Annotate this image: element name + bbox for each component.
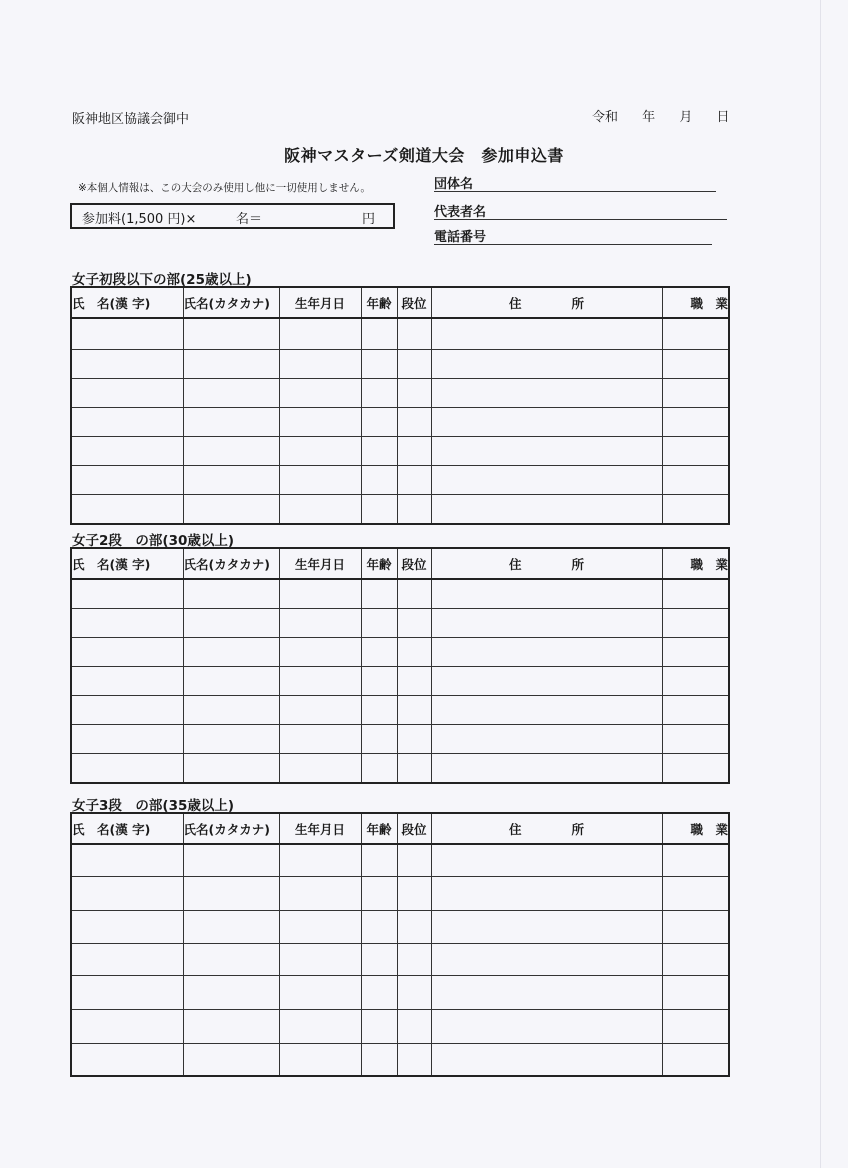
cell[interactable]: [183, 318, 279, 350]
cell[interactable]: [361, 638, 397, 667]
cell[interactable]: [361, 466, 397, 495]
cell[interactable]: [279, 437, 361, 466]
cell[interactable]: [397, 844, 431, 877]
cell[interactable]: [183, 725, 279, 754]
table-row: [71, 911, 729, 944]
cell[interactable]: [662, 1044, 729, 1077]
fee-box: [70, 203, 395, 229]
group-name-field[interactable]: [434, 173, 716, 192]
cell[interactable]: [431, 877, 662, 911]
phone-label: 電話番号: [434, 230, 487, 245]
cell[interactable]: [279, 318, 361, 350]
cell[interactable]: [183, 667, 279, 696]
col-birthdate: 生年月日: [279, 813, 361, 844]
cell[interactable]: [397, 437, 431, 466]
entry-table-sandan: [70, 812, 730, 1077]
cell[interactable]: [71, 437, 183, 466]
cell[interactable]: [662, 911, 729, 944]
cell[interactable]: [71, 877, 183, 911]
day-label: 日: [716, 110, 730, 125]
table-row: [71, 638, 729, 667]
cell[interactable]: [183, 754, 279, 784]
cell[interactable]: [279, 408, 361, 437]
cell[interactable]: [431, 437, 662, 466]
cell[interactable]: [71, 638, 183, 667]
cell[interactable]: [71, 725, 183, 754]
col-rank: 段位: [397, 548, 431, 579]
cell[interactable]: [71, 911, 183, 944]
col-age: 年齢: [361, 548, 397, 579]
cell[interactable]: [397, 579, 431, 609]
table-row: [71, 696, 729, 725]
cell[interactable]: [662, 466, 729, 495]
cell[interactable]: [361, 667, 397, 696]
cell[interactable]: [183, 495, 279, 525]
cell[interactable]: [397, 1044, 431, 1077]
cell[interactable]: [279, 667, 361, 696]
section-title-nidan: 女子2段 の部(30歳以上): [72, 533, 235, 549]
table-header-row: [71, 287, 729, 318]
table-row: [71, 1010, 729, 1044]
cell[interactable]: [71, 495, 183, 525]
cell[interactable]: [183, 350, 279, 379]
cell[interactable]: [662, 379, 729, 408]
cell[interactable]: [397, 911, 431, 944]
cell[interactable]: [361, 495, 397, 525]
cell[interactable]: [279, 754, 361, 784]
col-job: 職 業: [662, 813, 729, 844]
cell[interactable]: [71, 579, 183, 609]
cell[interactable]: [183, 609, 279, 638]
cell[interactable]: [662, 976, 729, 1010]
cell[interactable]: [662, 667, 729, 696]
cell[interactable]: [397, 609, 431, 638]
cell[interactable]: [662, 696, 729, 725]
col-birthdate: 生年月日: [279, 548, 361, 579]
cell[interactable]: [361, 318, 397, 350]
cell[interactable]: [397, 638, 431, 667]
table-row: [71, 609, 729, 638]
cell[interactable]: [431, 379, 662, 408]
table-row: [71, 844, 729, 877]
cell[interactable]: [397, 877, 431, 911]
table-row: [71, 579, 729, 609]
table-row: [71, 725, 729, 754]
cell[interactable]: [431, 495, 662, 525]
table-row: [71, 379, 729, 408]
cell[interactable]: [183, 579, 279, 609]
cell[interactable]: [279, 495, 361, 525]
cell[interactable]: [71, 1010, 183, 1044]
cell[interactable]: [662, 350, 729, 379]
cell[interactable]: [397, 350, 431, 379]
cell[interactable]: [431, 466, 662, 495]
table-row: [71, 318, 729, 350]
cell[interactable]: [431, 944, 662, 976]
table-row: [71, 944, 729, 976]
cell[interactable]: [431, 350, 662, 379]
cell[interactable]: [431, 579, 662, 609]
cell[interactable]: [431, 408, 662, 437]
cell[interactable]: [361, 976, 397, 1010]
cell[interactable]: [361, 725, 397, 754]
cell[interactable]: [183, 379, 279, 408]
cell[interactable]: [183, 408, 279, 437]
cell[interactable]: [183, 466, 279, 495]
cell[interactable]: [279, 1044, 361, 1077]
cell[interactable]: [279, 877, 361, 911]
cell[interactable]: [71, 466, 183, 495]
cell[interactable]: [71, 944, 183, 976]
cell[interactable]: [397, 379, 431, 408]
cell[interactable]: [662, 318, 729, 350]
cell[interactable]: [71, 844, 183, 877]
cell[interactable]: [431, 696, 662, 725]
representative-label: 代表者名: [434, 205, 487, 220]
table-row: [71, 408, 729, 437]
cell[interactable]: [397, 466, 431, 495]
cell[interactable]: [183, 976, 279, 1010]
privacy-notice: ※本個人情報は、この大会のみ使用し他に一切使用しません。: [78, 182, 371, 194]
col-rank: 段位: [397, 287, 431, 318]
cell[interactable]: [397, 667, 431, 696]
cell[interactable]: [279, 944, 361, 976]
cell[interactable]: [662, 579, 729, 609]
cell[interactable]: [662, 437, 729, 466]
cell[interactable]: [279, 844, 361, 877]
cell[interactable]: [361, 844, 397, 877]
cell[interactable]: [361, 877, 397, 911]
col-rank: 段位: [397, 813, 431, 844]
cell[interactable]: [361, 696, 397, 725]
cell[interactable]: [183, 877, 279, 911]
cell[interactable]: [431, 844, 662, 877]
cell[interactable]: [279, 696, 361, 725]
cell[interactable]: [397, 725, 431, 754]
cell[interactable]: [431, 725, 662, 754]
cell[interactable]: [71, 379, 183, 408]
table-row: [71, 976, 729, 1010]
table-row: [71, 350, 729, 379]
col-age: 年齢: [361, 813, 397, 844]
cell[interactable]: [431, 638, 662, 667]
cell[interactable]: [71, 976, 183, 1010]
cell[interactable]: [361, 437, 397, 466]
cell[interactable]: [431, 1044, 662, 1077]
cell[interactable]: [279, 976, 361, 1010]
cell[interactable]: [71, 350, 183, 379]
cell[interactable]: [662, 725, 729, 754]
cell[interactable]: [279, 579, 361, 609]
cell[interactable]: [361, 754, 397, 784]
col-name-kana: 氏名(カタカナ): [183, 548, 279, 579]
col-birthdate: 生年月日: [279, 287, 361, 318]
cell[interactable]: [183, 1010, 279, 1044]
cell[interactable]: [397, 696, 431, 725]
table-row: [71, 667, 729, 696]
cell[interactable]: [279, 638, 361, 667]
cell[interactable]: [183, 638, 279, 667]
col-address: 住 所: [431, 813, 662, 844]
cell[interactable]: [662, 638, 729, 667]
cell[interactable]: [279, 379, 361, 408]
col-name-kana: 氏名(カタカナ): [183, 287, 279, 318]
fee-label: 参加料(1,500 円)×: [82, 212, 197, 227]
entry-table-shodan: [70, 286, 730, 525]
cell[interactable]: [431, 667, 662, 696]
cell[interactable]: [361, 350, 397, 379]
cell[interactable]: [361, 609, 397, 638]
cell[interactable]: [71, 318, 183, 350]
cell[interactable]: [71, 609, 183, 638]
cell[interactable]: [397, 408, 431, 437]
table-row: [71, 495, 729, 525]
table-row: [71, 754, 729, 784]
date-line: [592, 106, 732, 125]
cell[interactable]: [397, 1010, 431, 1044]
fee-yen-unit: 円: [362, 212, 376, 227]
cell[interactable]: [361, 944, 397, 976]
cell[interactable]: [662, 877, 729, 911]
col-name-kanji: 氏 名(漢 字): [71, 287, 183, 318]
table-row: [71, 437, 729, 466]
cell[interactable]: [183, 1044, 279, 1077]
cell[interactable]: [183, 437, 279, 466]
cell[interactable]: [361, 379, 397, 408]
cell[interactable]: [71, 1044, 183, 1077]
cell[interactable]: [397, 754, 431, 784]
cell[interactable]: [397, 318, 431, 350]
cell[interactable]: [397, 976, 431, 1010]
addressee: 阪神地区協議会御中: [72, 112, 190, 127]
cell[interactable]: [279, 725, 361, 754]
section-title-shodan: 女子初段以下の部(25歳以上): [72, 272, 252, 288]
cell[interactable]: [361, 579, 397, 609]
col-name-kanji: 氏 名(漢 字): [71, 813, 183, 844]
paper-fold-line: [820, 0, 821, 1168]
col-age: 年齢: [361, 287, 397, 318]
cell[interactable]: [361, 1010, 397, 1044]
cell[interactable]: [183, 844, 279, 877]
col-address: 住 所: [431, 287, 662, 318]
cell[interactable]: [662, 844, 729, 877]
cell[interactable]: [279, 911, 361, 944]
cell[interactable]: [431, 318, 662, 350]
cell[interactable]: [279, 350, 361, 379]
col-job: 職 業: [662, 548, 729, 579]
cell[interactable]: [431, 609, 662, 638]
phone-field[interactable]: [434, 226, 712, 245]
cell[interactable]: [361, 408, 397, 437]
cell[interactable]: [361, 1044, 397, 1077]
cell[interactable]: [71, 696, 183, 725]
cell[interactable]: [431, 1010, 662, 1044]
representative-field[interactable]: [434, 201, 727, 220]
group-name-label: 団体名: [434, 177, 474, 192]
cell[interactable]: [279, 466, 361, 495]
cell[interactable]: [361, 911, 397, 944]
cell[interactable]: [662, 495, 729, 525]
cell[interactable]: [431, 976, 662, 1010]
cell[interactable]: [183, 944, 279, 976]
col-name-kanji: 氏 名(漢 字): [71, 548, 183, 579]
col-address: 住 所: [431, 548, 662, 579]
cell[interactable]: [279, 1010, 361, 1044]
col-name-kana: 氏名(カタカナ): [183, 813, 279, 844]
entry-table-nidan: [70, 547, 730, 784]
month-label: 月: [679, 110, 693, 125]
cell[interactable]: [183, 911, 279, 944]
cell[interactable]: [662, 1010, 729, 1044]
cell[interactable]: [431, 754, 662, 784]
cell[interactable]: [71, 667, 183, 696]
table-row: [71, 877, 729, 911]
table-header-row: [71, 548, 729, 579]
cell[interactable]: [397, 944, 431, 976]
cell[interactable]: [662, 944, 729, 976]
cell[interactable]: [431, 911, 662, 944]
cell[interactable]: [397, 495, 431, 525]
cell[interactable]: [71, 754, 183, 784]
era-label: 令和: [592, 110, 619, 125]
cell[interactable]: [662, 408, 729, 437]
col-job: 職 業: [662, 287, 729, 318]
table-header-row: [71, 813, 729, 844]
year-label: 年: [642, 110, 656, 125]
cell[interactable]: [662, 754, 729, 784]
cell[interactable]: [279, 609, 361, 638]
cell[interactable]: [662, 609, 729, 638]
cell[interactable]: [71, 408, 183, 437]
fee-count-unit: 名＝: [236, 212, 263, 227]
table-row: [71, 466, 729, 495]
section-title-sandan: 女子3段 の部(35歳以上): [72, 798, 235, 814]
table-row: [71, 1044, 729, 1077]
cell[interactable]: [183, 696, 279, 725]
page-title: 阪神マスターズ剣道大会 参加申込書: [284, 146, 564, 165]
